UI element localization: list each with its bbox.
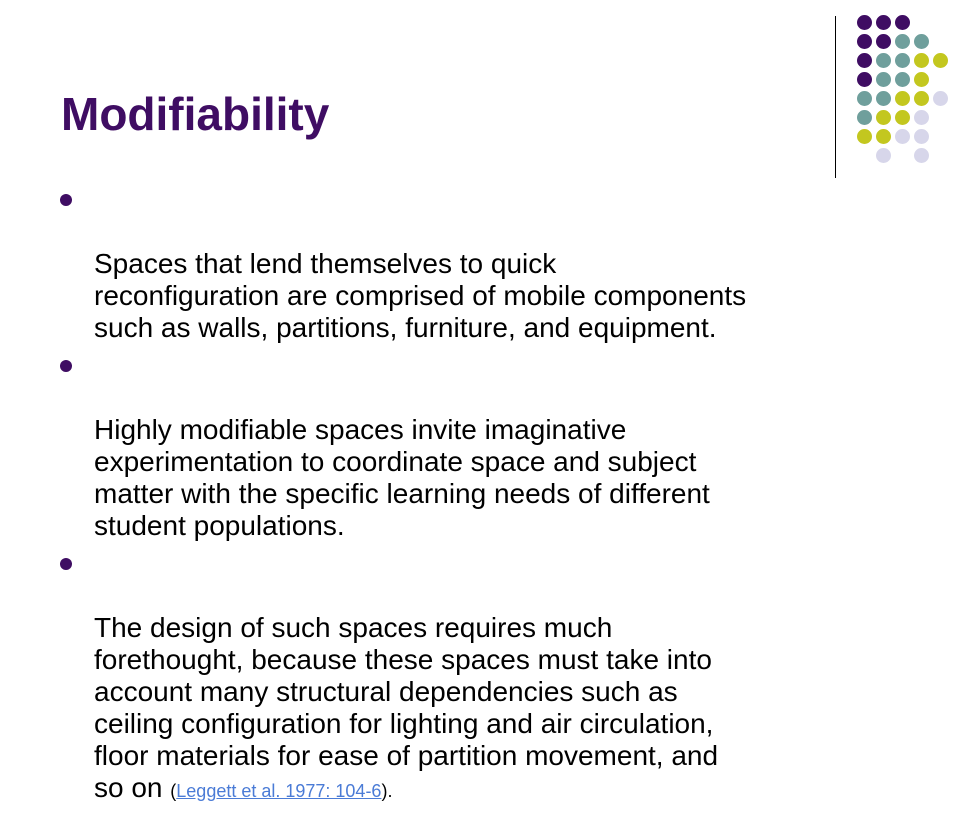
citation-link[interactable]: Leggett et al. 1977: 104-6: [176, 781, 382, 801]
decor-dot-teal: [895, 53, 910, 68]
decor-dot-purple: [857, 34, 872, 49]
decor-dot-teal: [857, 110, 872, 125]
decor-dot-yellow: [895, 110, 910, 125]
decor-dot-yellow: [876, 110, 891, 125]
decor-dot-yellow: [895, 91, 910, 106]
decor-dot-yellow: [876, 129, 891, 144]
decor-dot-teal: [857, 91, 872, 106]
decor-dot-yellow: [933, 53, 948, 68]
bullet-list: [60, 184, 910, 813]
citation-close: ).: [381, 781, 393, 801]
bullet-marker-icon: [60, 194, 72, 206]
slide-title: Modifiability: [61, 88, 330, 140]
decor-dot-purple: [857, 15, 872, 30]
decor-dot-teal: [895, 34, 910, 49]
decor-dot-lavender: [914, 129, 929, 144]
decor-dot-lavender: [914, 110, 929, 125]
decor-dot-teal: [914, 34, 929, 49]
citation-open-paren: (: [170, 781, 177, 801]
decor-dot-yellow: [914, 53, 929, 68]
bullet-text: The design of such spaces requires much forethought, because these spaces must take into account many structural dependencies such as ceiling configuration for lighting and air circulation, floor materials for ease of partition movement, and so on: [94, 612, 719, 803]
bullet-item: [60, 184, 910, 344]
bullet-text: Spaces that lend themselves to quick reconfiguration are comprised of mobile components such as walls, partitions, furniture, and equipment.: [94, 248, 747, 343]
citation: [170, 781, 392, 801]
bullet-item: [60, 350, 910, 542]
decor-dot-purple: [857, 72, 872, 87]
decorative-dot-grid: [845, 10, 955, 160]
bullet-marker-icon: [60, 558, 72, 570]
decor-dot-purple: [895, 15, 910, 30]
decor-dot-lavender: [895, 129, 910, 144]
decor-dot-teal: [876, 91, 891, 106]
bullet-text: Highly modifiable spaces invite imaginative experimentation to coordinate space and subject matter with the specific learning needs of different student populations.: [94, 414, 710, 541]
decor-dot-purple: [857, 53, 872, 68]
bullet-item: [60, 548, 910, 807]
decor-dot-purple: [876, 34, 891, 49]
decor-dot-teal: [876, 72, 891, 87]
decor-dot-yellow: [914, 91, 929, 106]
decor-dot-yellow: [857, 129, 872, 144]
decor-dot-lavender: [914, 148, 929, 163]
decor-dot-teal: [876, 53, 891, 68]
decor-dot-lavender: [933, 91, 948, 106]
decor-dot-purple: [876, 15, 891, 30]
decorative-vertical-line: [835, 16, 836, 178]
decor-dot-lavender: [876, 148, 891, 163]
decor-dot-teal: [895, 72, 910, 87]
bullet-marker-icon: [60, 360, 72, 372]
decor-dot-yellow: [914, 72, 929, 87]
